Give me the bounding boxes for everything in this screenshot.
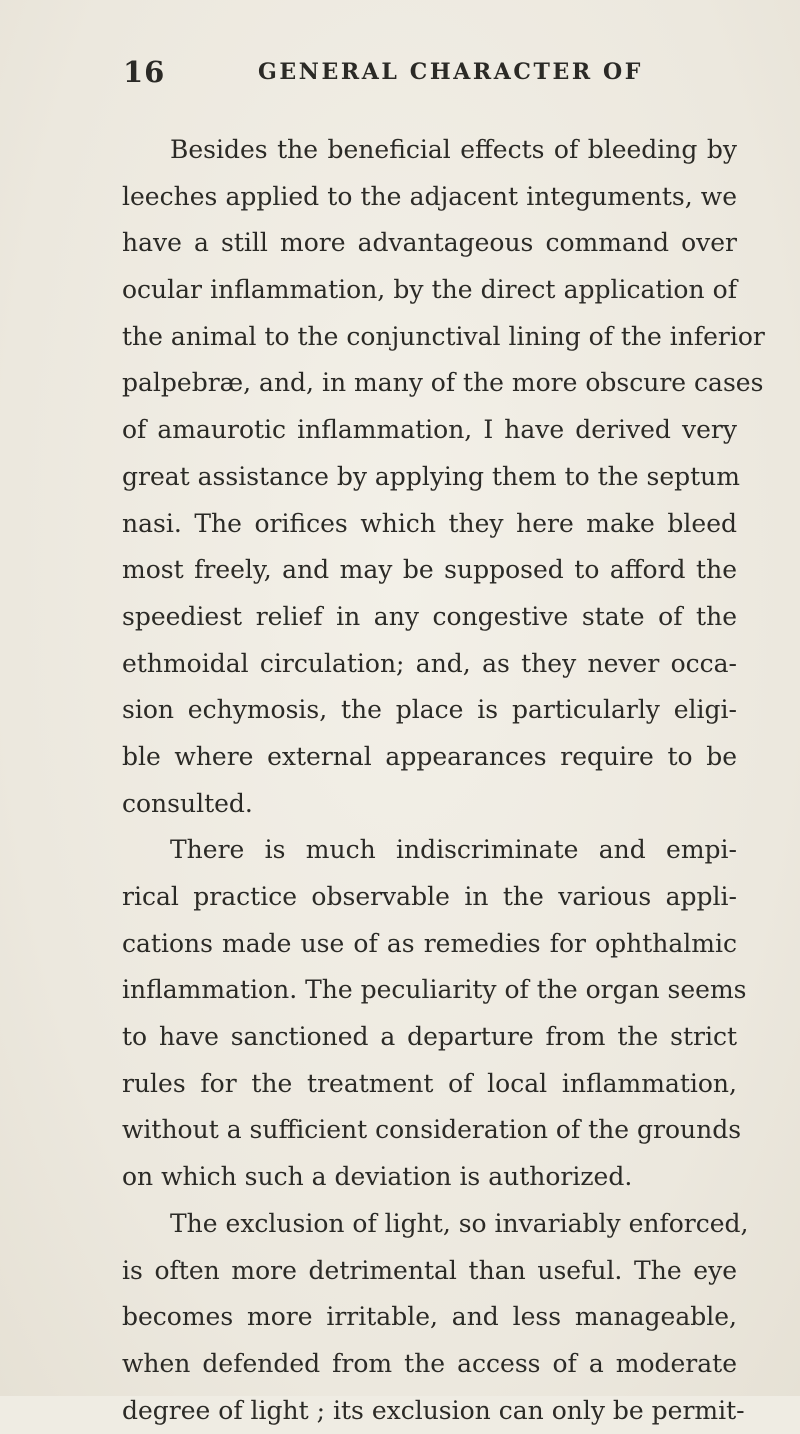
text-line: rical practice observable in the various appli- — [122, 882, 737, 911]
text-line: on which such a deviation is authorized. — [122, 1162, 633, 1192]
text-line: palpebræ, and, in many of the more obscure cases — [122, 368, 764, 398]
text-line: when defended from the access of a moderate — [122, 1348, 737, 1378]
text-line: is often more detrimental than useful. The eye — [122, 1255, 737, 1285]
text-line: great assistance by applying them to the septum — [122, 461, 740, 491]
text-line: to have sanctioned a departure from the strict — [122, 1022, 737, 1052]
text-line: have a still more advantageous command over — [122, 228, 737, 258]
running-title: GENERAL CHARACTER OF — [258, 59, 644, 85]
text-line: consulted. — [122, 788, 253, 818]
text-line: Besides the beneficial effects of bleeding by — [170, 135, 737, 164]
text-line: the animal to the conjunctival lining of the inferior — [122, 321, 765, 351]
text-line: without a sufficient consideration of the grounds — [122, 1115, 742, 1145]
page-header — [0, 52, 800, 92]
body-text — [122, 127, 765, 1434]
text-line: speediest relief in any congestive state of the — [122, 601, 737, 631]
text-line: most freely, and may be supposed to afford the — [122, 555, 737, 585]
text-line: inflammation. The peculiarity of the organ seems — [122, 975, 747, 1005]
text-line: There is much indiscriminate and empi- — [170, 835, 737, 865]
text-line: The exclusion of light, so invariably enforced, — [170, 1208, 749, 1238]
text-line: cations made use of as remedies for ophthalmic — [122, 928, 737, 958]
text-line: becomes more irritable, and less manageable, — [122, 1302, 737, 1332]
text-line: sion echymosis, the place is particularly eligi- — [122, 695, 737, 725]
text-line: nasi. The orifices which they here make bleed — [122, 508, 737, 538]
text-line: of amaurotic inflammation, I have derived very — [122, 415, 737, 445]
text-line: ocular inflammation, by the direct application of — [122, 275, 737, 305]
text-line: ethmoidal circulation; and, as they never occa- — [122, 648, 737, 678]
text-line: degree of light ; its exclusion can only be permit- — [122, 1395, 745, 1425]
text-line: leeches applied to the adjacent integuments, we — [122, 181, 737, 211]
text-line: rules for the treatment of local inflammation, — [122, 1068, 737, 1098]
text-line: ble where external appearances require to be — [122, 741, 737, 771]
page-number: 16 — [123, 55, 166, 89]
